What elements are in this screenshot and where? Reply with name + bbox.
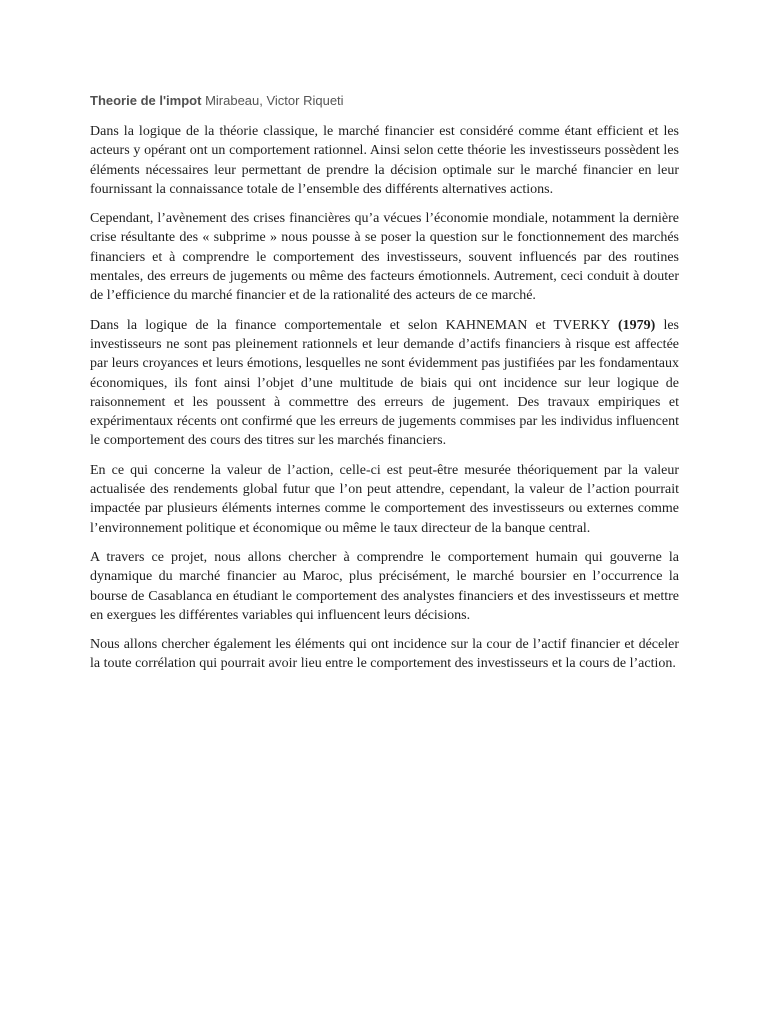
paragraph-3 [90, 316, 679, 451]
document-title: Theorie de l'impot [90, 93, 202, 108]
paragraph-1: Dans la logique de la théorie classique, le marché financier est considéré comme étant efficient et les acteurs y opérant ont un comportement rationnel. Ainsi selon cette théorie les investisseurs possèdent les éléments nécessaires leur permettant de prendre la décision optimale sur le marché financier en leur fournissant la connaissance totale de l’ensemble des différents alternatives actions. [90, 124, 679, 197]
document-heading [90, 92, 679, 110]
paragraph-3-year: (1979) [617, 317, 656, 333]
paragraph-6: Nous allons chercher également les éléments qui ont incidence sur la cour de l’actif financier et déceler la toute corrélation qui pourrait avoir lieu entre le comportement des investisseurs et la cours de l’action. [90, 637, 679, 672]
document-authors: Mirabeau, Victor Riqueti [205, 93, 344, 108]
paragraph-5: A travers ce projet, nous allons chercher à comprendre le comportement humain qui gouverne la dynamique du marché financier au Maroc, plus précisément, le marché boursier en l’occurrence la bourse de Casablanca en étudiant le comportement des analystes financiers et des investisseurs et mettre en exergues les différentes variables qui influencent leurs décisions. [90, 549, 679, 623]
paragraph-4: En ce qui concerne la valeur de l’action, celle-ci est peut-être mesurée théoriquement par la valeur actualisée des rendements global futur que l’on peut attendre, cependant, la valeur de l’action pourrait impactée par plusieurs éléments internes comme le comportement des investisseurs ou externes comme l’environnement politique et économique ou même le taux directeur de la banque central. [90, 462, 679, 536]
paragraph-2: Cependant, l’avènement des crises financières qu’a vécues l’économie mondiale, notamment la dernière crise résultante des « subprime » nous pousse à se poser la question sur le fonctionnement des marchés financiers et à comprendre le comportement des investisseurs, souvent influencés par des routines mentales, des erreurs de jugements ou même des facteurs émotionnels. Autrement, ceci conduit à douter de l’efficience du marché financier et de la rationalité des acteurs de ce marché. [90, 211, 679, 304]
paragraph-3-body: les investisseurs ne sont pas pleinement rationnels et leur demande d’actifs financiers à risque est affectée par leurs croyances et leurs émotions, lesquelles ne sont évidemment pas justifiées par les fondamentaux économiques, ils font ainsi l’objet d’une multitude de biais qui ont incidence sur leur logique de raisonnement et les poussent à commettre des erreurs de jugement. Des travaux empiriques et expérimentaux récents ont confirmé que les erreurs de jugements commises par les individus influencent le comportement des cours des titres sur les marchés financiers. [90, 317, 679, 449]
document-page [90, 92, 679, 684]
paragraph-3-intro: Dans la logique de la finance comportementale et selon KAHNEMAN et TVERKY [90, 317, 618, 333]
